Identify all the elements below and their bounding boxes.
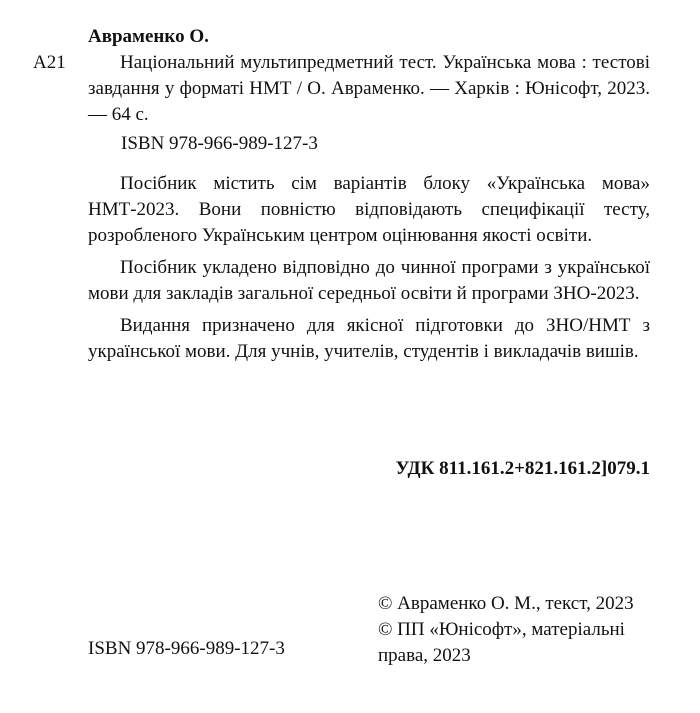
copyright-publisher: © ПП «Юнісофт», матеріальні права, 2023 — [378, 619, 625, 666]
annotation-paragraph-2: Посібник укладено відповідно до чинної програми з української мови для закладів загальної середньої освіти й програми ЗНО-2023. — [88, 257, 650, 304]
udc-code: УДК 811.161.2+821.161.2]079.1 — [395, 458, 650, 479]
annotation — [88, 171, 650, 371]
copyright-block — [378, 591, 650, 669]
annotation-paragraph-1: Посібник містить сім варіантів блоку «Українська мова» НМТ-2023. Вони повністю відповідають специфікації тесту, розробленого Українським центром оцінювання якості освіти. — [88, 173, 650, 246]
copyright-author: © Авраменко О. М., текст, 2023 — [378, 593, 634, 614]
call-number: А21 — [33, 52, 66, 73]
bibliographic-record — [88, 50, 650, 128]
annotation-paragraph-3: Видання призначено для якісної підготовки до ЗНО/НМТ з української мови. Для учнів, учителів, студентів і викладачів вишів. — [88, 315, 650, 362]
isbn-top: ISBN 978-966-989-127-3 — [121, 133, 318, 154]
author-heading: Авраменко О. — [88, 26, 209, 47]
isbn-bottom: ISBN 978-966-989-127-3 — [88, 638, 285, 659]
bibliographic-record-text: Національний мультипредметний тест. Українська мова : тестові завдання у форматі НМТ / О. Авраменко. — Харків : Юнісофт, 2023. — 64 с. — [88, 52, 650, 125]
